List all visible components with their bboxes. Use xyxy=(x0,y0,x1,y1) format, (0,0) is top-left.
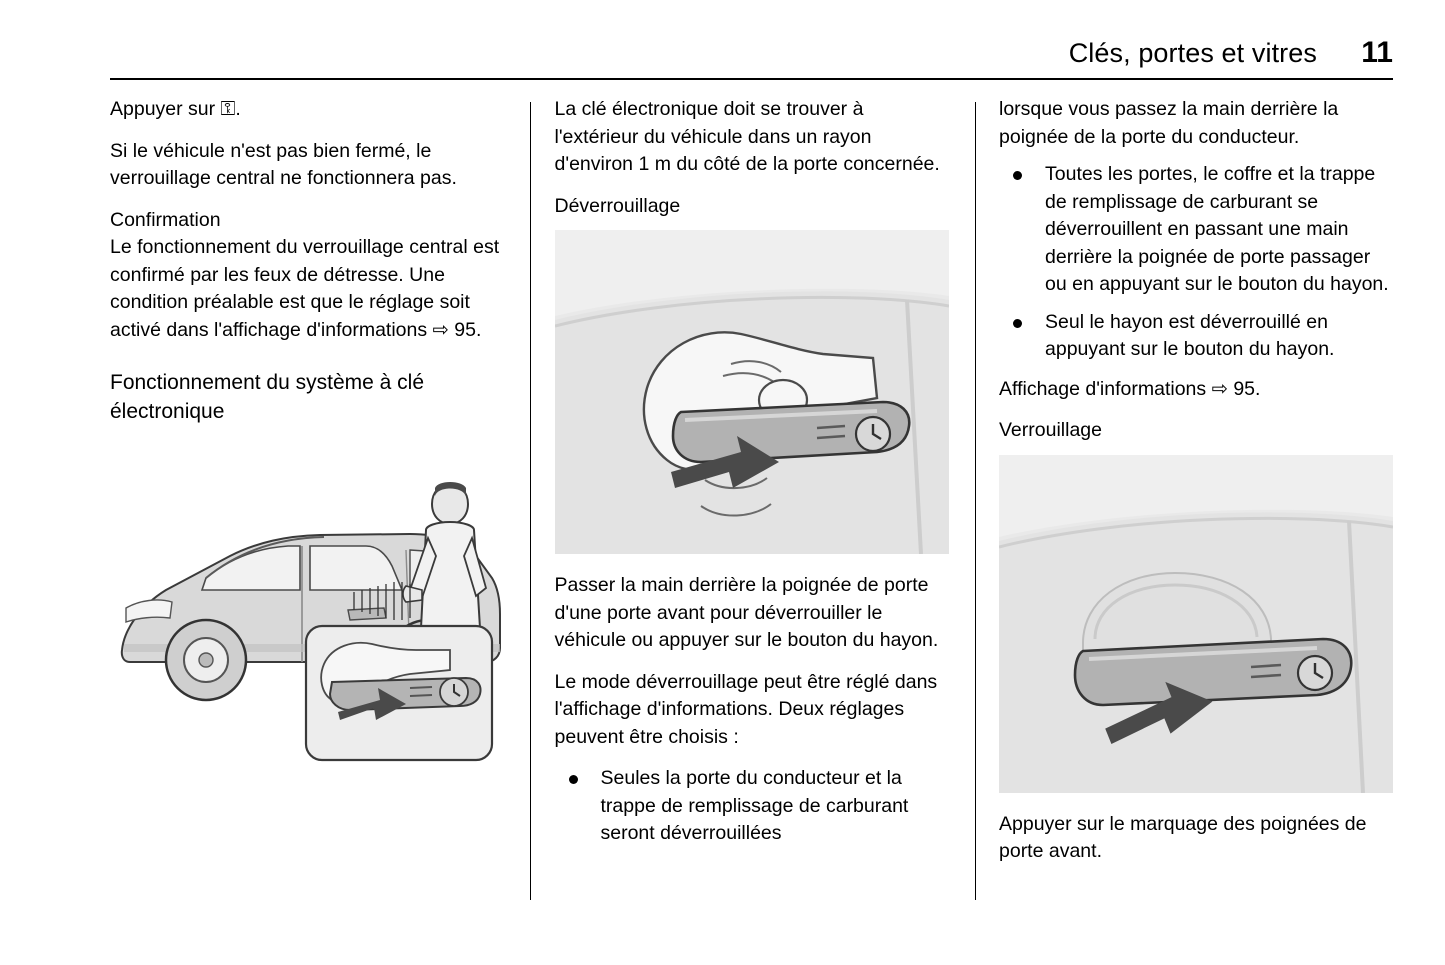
list-deverrouillage-options xyxy=(555,765,949,848)
column-middle xyxy=(555,96,949,916)
bullet-icon xyxy=(1013,319,1022,328)
paragraph-cle-electronique-rayon: La clé électronique doit se trouver à l'extérieur du véhicule dans un rayon d'environ 1 m du côté de la porte concernée. xyxy=(554,98,940,175)
list-item xyxy=(999,161,1393,299)
figure-unlock-door-handle xyxy=(555,230,949,554)
paragraph-passer-main: Passer la main derrière la poignée de porte d'une porte avant pour déverrouiller le véhicule ou appuyer sur le bouton du hayon. xyxy=(554,574,939,651)
heading-confirmation: Confirmation xyxy=(110,208,221,231)
list-item-label: Toutes les portes, le coffre et la trappe de remplissage de carburant se déverrouillent en passant une main derrière la poignée de porte passager ou en appuyant sur le bouton du hayon. xyxy=(1045,163,1389,295)
page-title: Clés, portes et vitres xyxy=(1068,38,1317,68)
paragraph-appuyer-sur: Appuyer sur ⚿. xyxy=(110,98,241,120)
list-item-label: Seul le hayon est déverrouillé en appuyant sur le bouton du hayon. xyxy=(1045,310,1335,360)
paragraph-mode-deverrouillage: Le mode déverrouillage peut être réglé dans l'affichage d'informations. Deux réglages peuvent être choisis : xyxy=(554,670,938,748)
column-left xyxy=(110,96,504,916)
column-right xyxy=(999,96,1393,916)
list-item xyxy=(999,309,1393,364)
header-divider xyxy=(110,78,1393,80)
figure-vehicle-keyless-entry xyxy=(110,438,504,770)
list-item xyxy=(555,765,949,848)
page-header xyxy=(110,36,1393,70)
list-verrouillage-options xyxy=(999,161,1393,364)
heading-verrouillage: Verrouillage xyxy=(999,419,1102,441)
figure-lock-door-handle xyxy=(999,455,1393,793)
paragraph-vehicule-ferme: Si le véhicule n'est pas bien fermé, le verrouillage central ne fonctionnera pas. xyxy=(110,139,457,189)
caption-appuyer-marquage: Appuyer sur le marquage des poignées de porte avant. xyxy=(999,812,1367,862)
bullet-icon xyxy=(569,775,578,784)
column-divider-2 xyxy=(949,96,1000,916)
list-item-label: Seules la porte du conducteur et la trappe de remplissage de carburant seront déverrouillées xyxy=(600,767,909,844)
heading-deverrouillage: Déverrouillage xyxy=(554,194,681,217)
page-number: 11 xyxy=(1361,36,1393,69)
heading-fonctionnement-systeme-cle: Fonctionnement du système à clé électronique xyxy=(110,371,424,423)
bullet-icon xyxy=(1013,171,1022,180)
paragraph-lorsque-main-poignee: lorsque vous passez la main derrière la poignée de la porte du conducteur. xyxy=(999,98,1339,148)
paragraph-confirmation: Le fonctionnement du verrouillage central est confirmé par les feux de détresse. Une condition préalable est que le réglage soit activé dans l'affichage d'informations ⇨ 95. xyxy=(110,236,500,341)
paragraph-affichage-informations: Affichage d'informations ⇨ 95. xyxy=(999,377,1261,400)
column-divider-1 xyxy=(504,96,555,916)
content-columns xyxy=(110,96,1393,916)
